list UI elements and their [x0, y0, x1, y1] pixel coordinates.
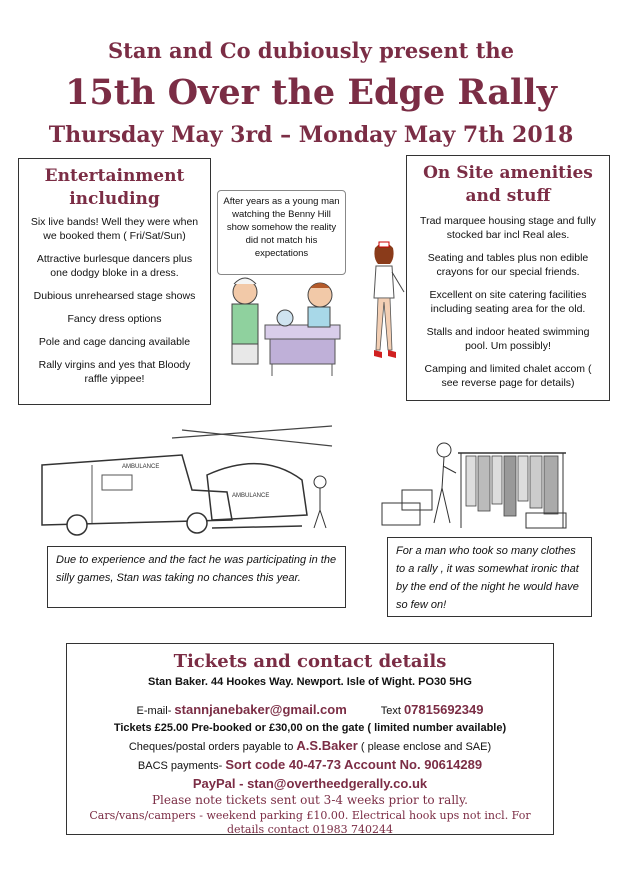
cheques-label: Cheques/postal orders payable to — [128, 741, 297, 753]
nurse-illustration — [362, 240, 407, 375]
caption-clothes: For a man who took so many clothes to a rally , it was somewhat ironic that by the end of the night he would have so few on! — [387, 537, 592, 617]
bacs-label: BACS payments- — [137, 760, 226, 772]
page-title: 15th Over the Edge Rally — [65, 72, 557, 113]
caption-ambulance: Due to experience and the fact he was participating in the silly games, Stan was taking no chances this year. — [47, 546, 346, 608]
email-label: E-mail- — [136, 705, 175, 717]
entertainment-box — [18, 158, 211, 405]
paypal-label: PayPal - — [192, 776, 248, 791]
email-address: stannjanebaker@gmail.com — [174, 702, 347, 717]
bacs-line — [77, 756, 543, 775]
phone-number: 07815692349 — [403, 702, 484, 717]
ambulance-label: AMBULANCE — [122, 464, 160, 470]
bacs-details: Sort code 40-47-73 Account No. 90614289 — [225, 757, 483, 772]
amenities-item: Stalls and indoor heated swimming pool. Um possibly! — [426, 326, 590, 352]
entertainment-item: Pole and cage dancing available — [38, 336, 191, 348]
amenities-title-2: and stuff — [465, 186, 551, 206]
paypal-line — [77, 775, 543, 792]
entertainment-item: Rally virgins and yes that Bloody raffle yippee! — [38, 359, 191, 385]
amenities-box — [406, 155, 610, 401]
cheques-suffix: ( please enclose and SAE) — [357, 741, 492, 753]
amenities-item: Excellent on site catering facilities including seating area for the old. — [429, 289, 587, 315]
ambulance-helicopter-illustration — [32, 420, 352, 545]
amenities-title-1: On Site amenities — [423, 163, 593, 183]
paypal-address: stan@overtheedgerally.co.uk — [247, 776, 428, 791]
event-dates: Thursday May 3rd – Monday May 7th 2018 — [48, 122, 574, 148]
hospital-cartoon-illustration — [210, 270, 360, 380]
payee-name: A.S.Baker — [296, 738, 358, 753]
tickets-title: Tickets and contact details — [173, 651, 447, 672]
helicopter-label: AMBULANCE — [232, 493, 270, 499]
contact-address: Stan Baker. 44 Hookes Way. Newport. Isle of Wight. PO30 5HG — [148, 676, 472, 688]
amenities-item: Camping and limited chalet accom ( see reverse page for details) — [424, 363, 592, 389]
entertainment-title-2: including — [69, 189, 160, 209]
entertainment-item: Fancy dress options — [67, 313, 162, 325]
parking-info: Cars/vans/campers - weekend parking £10.00. Electrical hook ups not incl. For details contact 01983 740244 — [89, 809, 531, 836]
cheques-line — [77, 737, 543, 756]
ticket-note: Please note tickets sent out 3-4 weeks prior to rally. — [151, 793, 468, 807]
email-phone-line — [77, 701, 543, 720]
entertainment-item: Six live bands! Well they were when we booked them ( Fri/Sat/Sun) — [30, 216, 199, 242]
text-label: Text — [380, 705, 404, 717]
amenities-item: Seating and tables plus non edible crayons for our special friends. — [427, 252, 589, 278]
entertainment-title-1: Entertainment — [44, 166, 185, 186]
cartoon-speech-box: After years as a young man watching the Benny Hill show somehow the reality did not match his expectations — [217, 190, 346, 275]
clothes-rail-illustration — [376, 428, 576, 533]
ticket-prices: Tickets £25.00 Pre-booked or £30,00 on the gate ( limited number available) — [113, 722, 507, 734]
entertainment-item: Dubious unrehearsed stage shows — [33, 290, 196, 302]
entertainment-item: Attractive burlesque dancers plus one dodgy bloke in a dress. — [36, 253, 193, 279]
amenities-item: Trad marquee housing stage and fully stocked bar incl Real ales. — [420, 215, 596, 241]
tickets-box — [66, 643, 554, 835]
header-line-1: Stan and Co dubiously present the — [107, 38, 515, 63]
